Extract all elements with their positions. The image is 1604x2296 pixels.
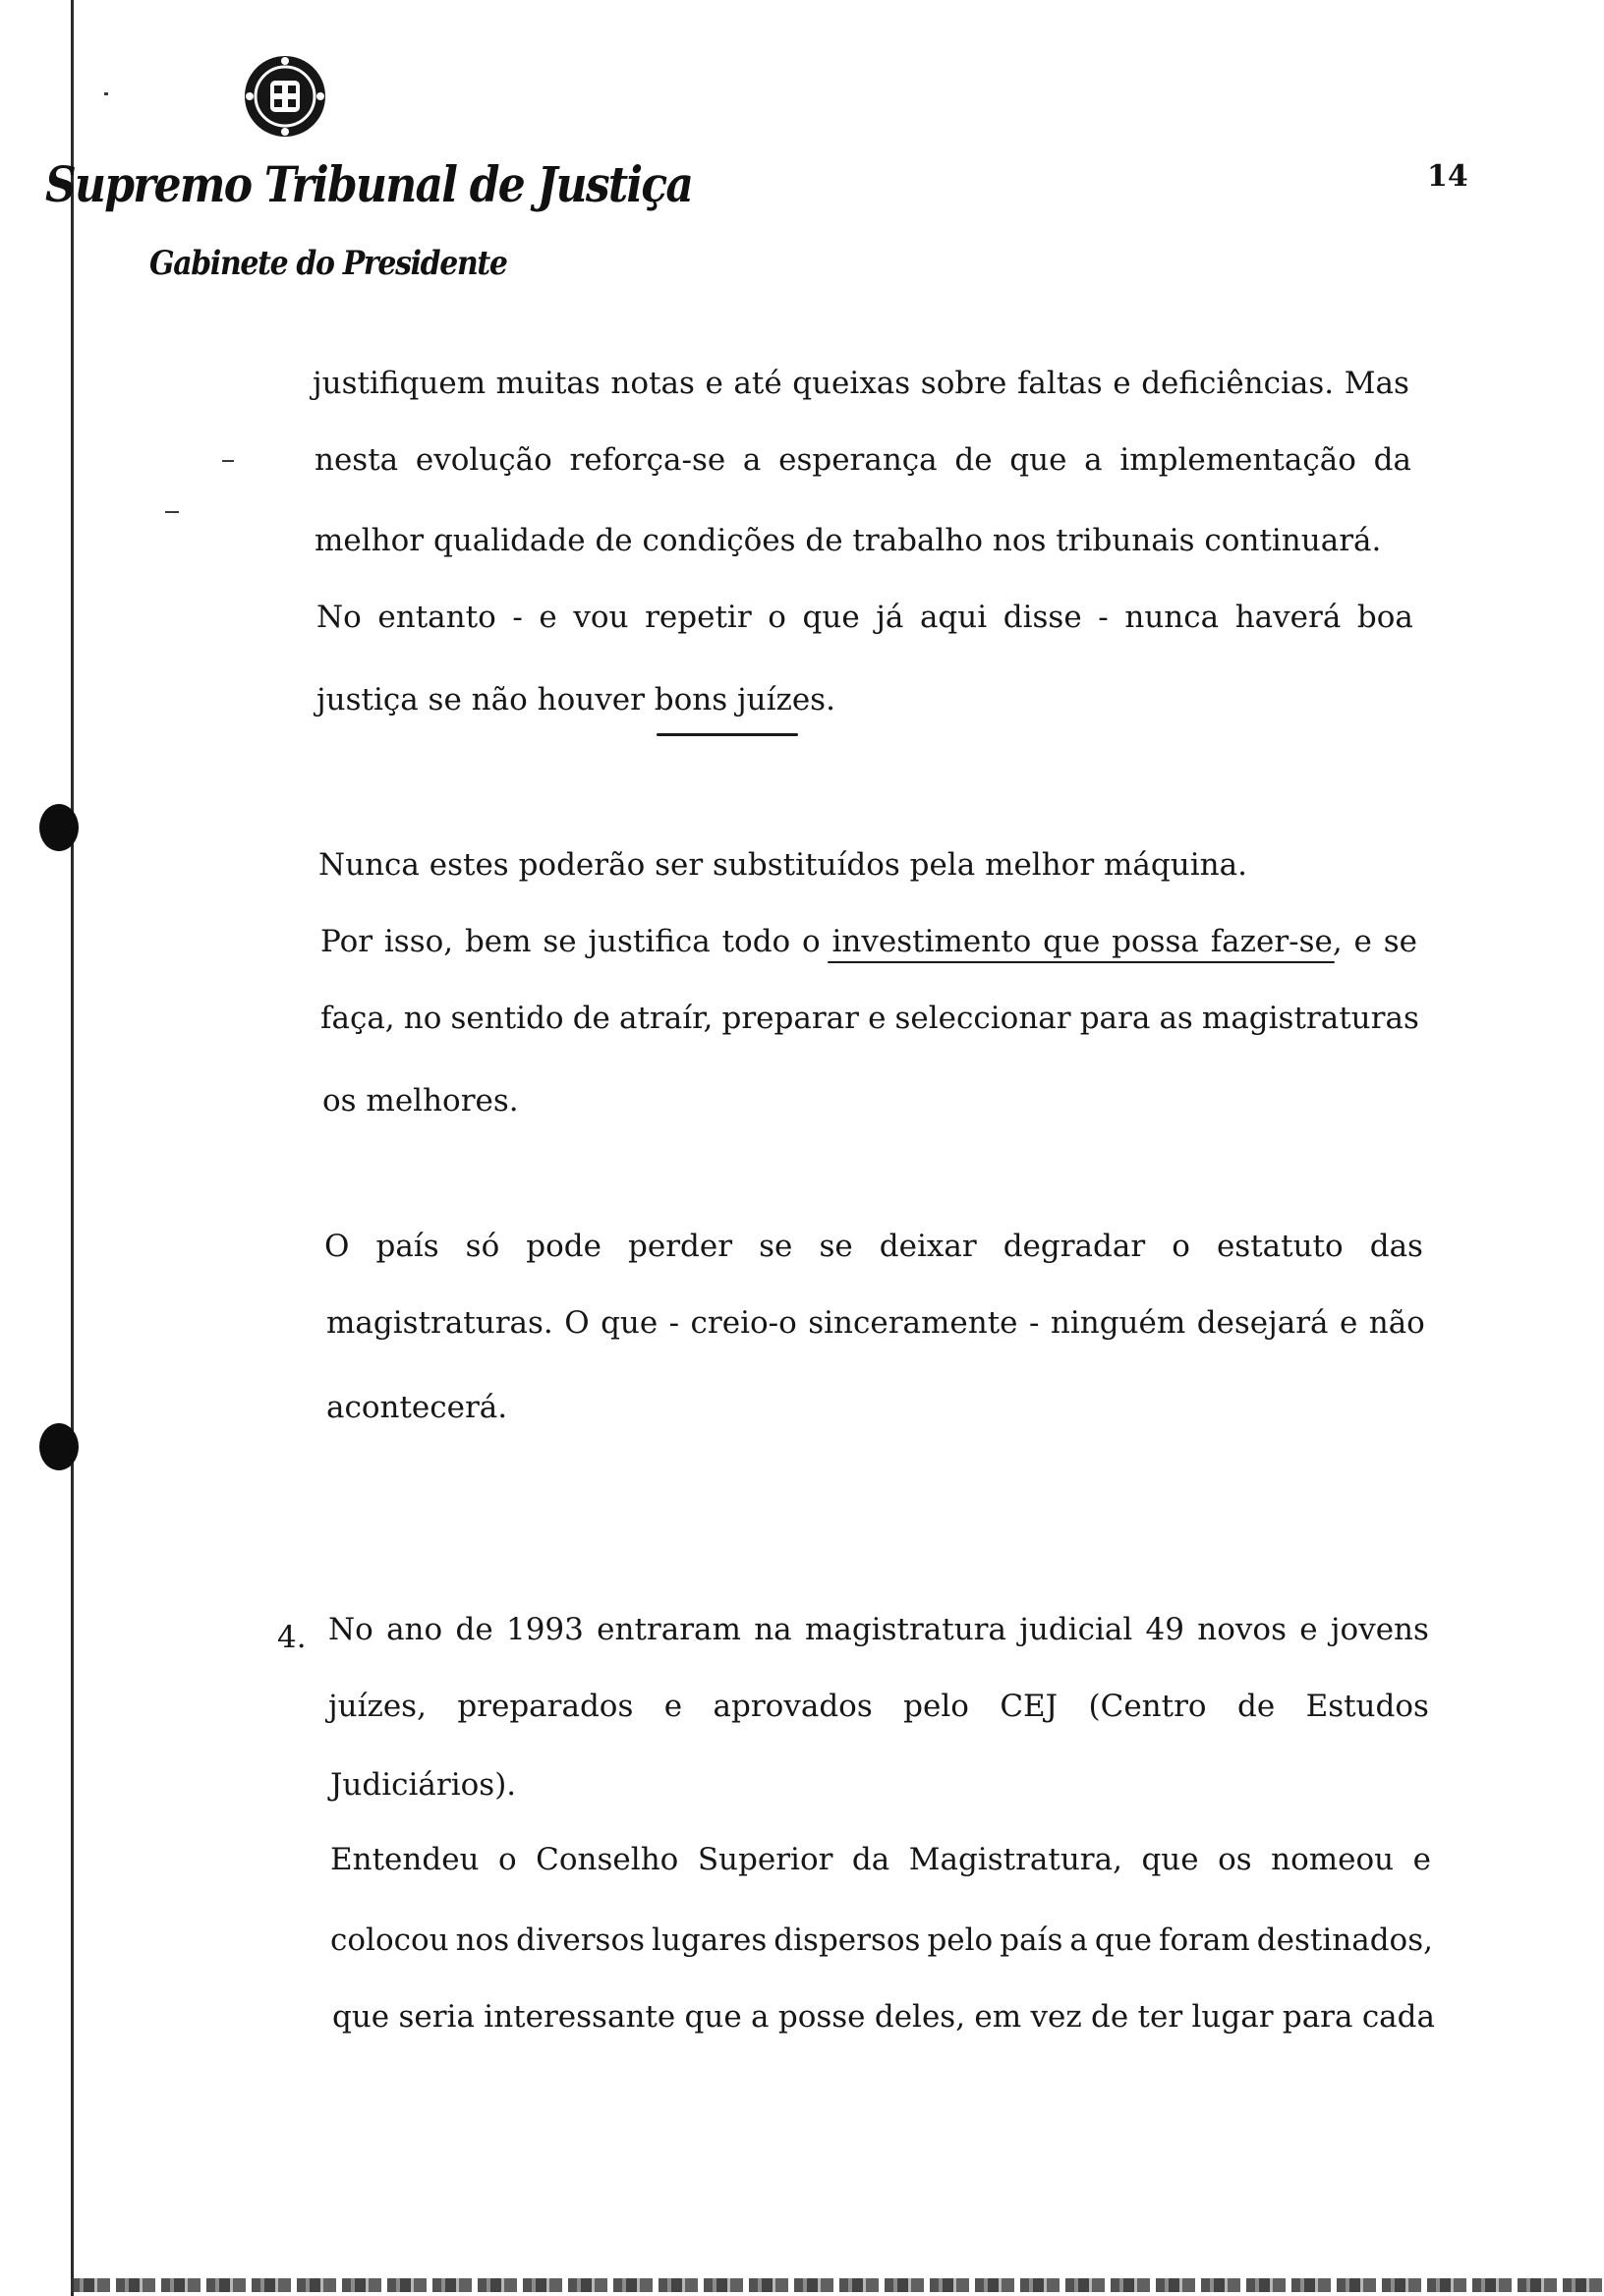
word: pelo [903,1689,969,1724]
word: que [1094,1923,1152,1958]
word: se [759,1229,793,1264]
text-line [332,1999,1435,2035]
word: - [1098,600,1109,635]
word: O [564,1305,590,1341]
text-line: justiça se não houver bons juízes. [316,682,835,718]
handwritten-underline [657,733,798,736]
word: e [1299,1612,1318,1647]
word: em [974,1999,1022,2035]
text-line: melhor qualidade de condições de trabalho nos tribunais continuará. [315,523,1382,558]
word: e [705,366,723,401]
word: e [1339,1305,1358,1341]
punch-hole-bottom [39,1423,79,1470]
word: haverá [1234,600,1342,635]
word: ter [1137,1999,1183,2035]
list-marker: 4. [277,1620,307,1655]
word: país [375,1229,439,1264]
word: se [1383,924,1417,959]
word: o [768,600,786,635]
word: - [668,1305,680,1341]
word: sinceramente [808,1305,1018,1341]
word: notas [610,366,695,401]
word: - [512,600,523,635]
word: de [455,1612,493,1647]
word: queixas [792,366,911,401]
word: Estudos [1305,1689,1429,1724]
scan-speck [222,460,234,462]
word: desejará [1196,1305,1329,1341]
word: que [1043,924,1101,959]
word: que [1141,1842,1199,1877]
word: deficiências. [1141,366,1335,401]
word: o [802,924,821,959]
word: preparados [457,1689,634,1724]
word: e [1113,366,1131,401]
word: o [498,1842,517,1877]
word: creio-o [690,1305,797,1341]
word: degradar [1002,1229,1146,1264]
word: da [851,1842,890,1877]
word: da [1373,442,1411,478]
word: de [1236,1689,1276,1724]
word: juízes, [328,1689,427,1724]
word: a [751,1999,770,2035]
punch-hole-top [39,804,79,851]
word: vez [1030,1999,1082,2035]
word: das [1369,1229,1423,1264]
word: evolução [415,442,552,478]
word: No [328,1612,373,1647]
word: seria [398,1999,475,2035]
word: a [742,442,762,478]
word: colocou [330,1923,449,1958]
word: isso, [383,924,454,959]
text-line [328,1612,1429,1647]
word: que [332,1999,390,2035]
word: judicial [1019,1612,1133,1647]
word: faça, [320,1001,395,1036]
word: nomeou [1271,1842,1395,1877]
word: se [819,1229,853,1264]
text-line [313,366,1409,401]
text-line: acontecerá. [326,1390,508,1425]
text-line: Judiciários). [330,1767,517,1803]
word: as [1159,1001,1193,1036]
word: disse [1002,600,1082,635]
word: faltas [1016,366,1103,401]
word: pelo [927,1923,994,1958]
word: posse [777,1999,866,2035]
word: atraír, [618,1001,714,1036]
text-line [324,1229,1423,1264]
word: implementação [1119,442,1356,478]
text-line [320,1001,1419,1036]
word: e [868,1001,887,1036]
word: que [802,600,860,635]
text-line [330,1923,1433,1958]
word: e [1353,924,1372,959]
word: investimento [831,924,1032,959]
word: entraram [597,1612,741,1647]
word: no [403,1001,442,1036]
word: Conselho [536,1842,679,1877]
word: de [572,1001,610,1036]
word: a [1084,442,1103,478]
word: os [1218,1842,1252,1877]
word: repetir [645,600,752,635]
text-line [326,1305,1425,1341]
word: 49 [1145,1612,1184,1647]
word: aqui [919,600,988,635]
word: país [1000,1923,1063,1958]
word: e [663,1689,683,1724]
word: na [754,1612,792,1647]
word: preparar [721,1001,859,1036]
word: magistraturas [1201,1001,1419,1036]
word: boa [1356,600,1413,635]
word: interessante [484,1999,676,2035]
word: de [1091,1999,1129,2035]
word: pode [526,1229,602,1264]
word: dispersos [773,1923,921,1958]
scan-bottom-edge [71,2278,1604,2292]
word: sentido [450,1001,564,1036]
word: Entendeu [330,1842,480,1877]
word: justifica [588,924,711,959]
word: lugar [1191,1999,1274,2035]
word: destinados, [1256,1923,1433,1958]
word: nunca [1124,600,1220,635]
word: foram [1158,1923,1250,1958]
word: jovens [1330,1612,1429,1647]
word: Por [320,924,373,959]
word: ninguém [1050,1305,1186,1341]
word: reforça-se [569,442,726,478]
word: deixar [879,1229,977,1264]
word: Magistratura, [908,1842,1122,1877]
office-name: Gabinete do Presidente [149,244,507,283]
word: ano [386,1612,443,1647]
word: que [601,1305,659,1341]
scan-speck [165,511,179,513]
word: para [1079,1001,1151,1036]
word: sobre [920,366,1007,401]
word: se [543,924,577,959]
word: justifiquem [313,366,487,401]
text-line [315,442,1411,478]
word: aprovados [713,1689,873,1724]
word: No [316,600,362,635]
text-line [330,1842,1431,1877]
text-line [320,924,1417,959]
word: para [1282,1999,1353,2035]
text-line: Nunca estes poderão ser substituídos pela melhor máquina. [318,847,1247,883]
word: já [876,600,904,635]
word: possa [1112,924,1199,959]
word: estatuto [1216,1229,1344,1264]
word: vou [573,600,629,635]
word: entanto [377,600,496,635]
word: Mas [1344,366,1409,401]
word: magistratura [804,1612,1006,1647]
handwritten-underline [828,961,1335,963]
word: muitas [495,366,601,401]
word: - [1028,1305,1040,1341]
word: nesta [315,442,399,478]
word: esperança [778,442,938,478]
word: e [539,600,557,635]
word: não [1368,1305,1425,1341]
word: 1993 [505,1612,584,1647]
word: O [324,1229,350,1264]
word: a [1069,1923,1088,1958]
word: até [733,366,782,401]
scan-speck [104,92,108,95]
word: e [1412,1842,1431,1877]
word: todo [721,924,791,959]
page-number: 14 [1427,159,1468,194]
word: nos [455,1923,510,1958]
word: deles, [874,1999,966,2035]
word: fazer-se, [1210,924,1343,959]
word: CEJ [1000,1689,1059,1724]
text-line [328,1689,1429,1724]
text-line: os melhores. [322,1083,519,1119]
word: que [1009,442,1067,478]
word: de [954,442,993,478]
word: diversos [516,1923,646,1958]
word: só [465,1229,500,1264]
word: que [684,1999,742,2035]
word: (Centro [1088,1689,1207,1724]
word: perder [628,1229,733,1264]
institution-name: Supremo Tribunal de Justiça [45,155,693,213]
text-line [316,600,1413,635]
coat-of-arms-seal-icon [242,53,328,140]
word: seleccionar [894,1001,1071,1036]
word: lugares [652,1923,768,1958]
word: o [1172,1229,1190,1264]
word: bem [464,924,532,959]
word: novos [1197,1612,1287,1647]
word: cada [1361,1999,1435,2035]
word: magistraturas. [326,1305,553,1341]
left-margin-rule [71,0,74,2296]
word: Superior [697,1842,833,1877]
